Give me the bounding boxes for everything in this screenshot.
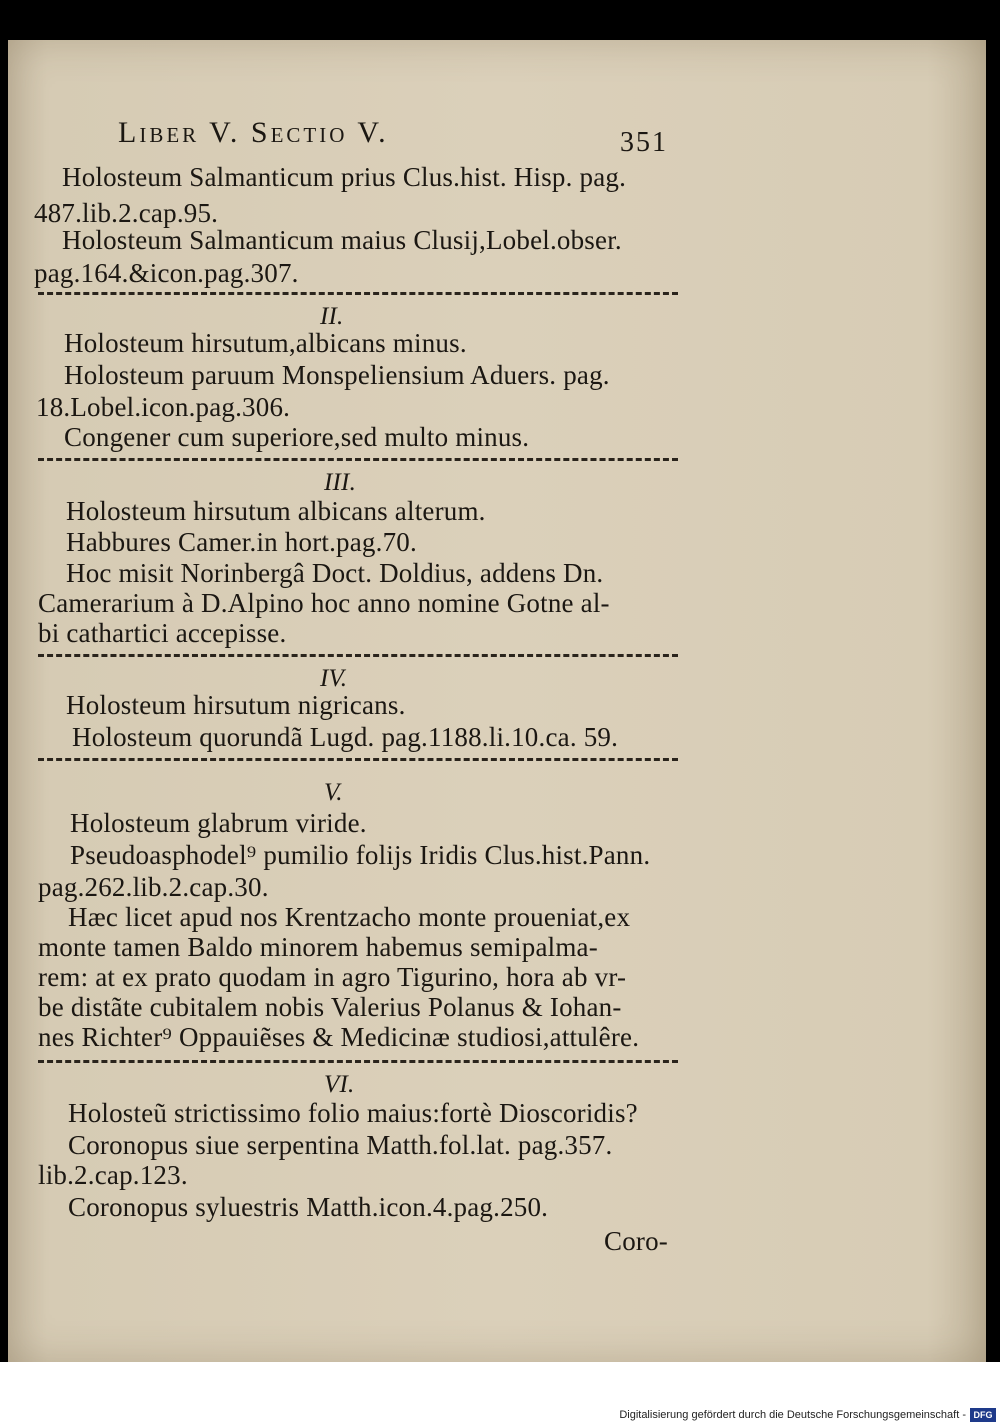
text-line: Holosteũ strictissimo folio maius:fortè Dioscoridis? bbox=[68, 1098, 638, 1128]
section-rule bbox=[38, 758, 678, 761]
text-line: 487.lib.2.cap.95. bbox=[34, 198, 219, 228]
text-line: Congener cum superiore,sed multo minus. bbox=[64, 422, 530, 452]
text-line: Holosteum Salmanticum maius Clusij,Lobel.obser. bbox=[62, 225, 622, 255]
footer-credit: Digitalisierung gefördert durch die Deutsche Forschungsgemeinschaft - bbox=[619, 1409, 966, 1421]
section-numeral: II. bbox=[320, 303, 344, 330]
text-line: Camerarium à D.Alpino hoc anno nomine Gotne al- bbox=[38, 588, 610, 618]
section-numeral: III. bbox=[324, 469, 357, 496]
text-line: pag.262.lib.2.cap.30. bbox=[38, 872, 269, 902]
text-line: Holosteum quorundã Lugd. pag.1188.li.10.ca. 59. bbox=[72, 722, 619, 752]
page-number: 351 bbox=[620, 127, 668, 158]
section-numeral: V. bbox=[324, 779, 343, 806]
text-line: rem: at ex prato quodam in agro Tigurino, hora ab vr- bbox=[38, 962, 627, 992]
text-line: Holosteum hirsutum,albicans minus. bbox=[64, 328, 467, 358]
text-line: be distãte cubitalem nobis Valerius Polanus & Iohan- bbox=[38, 992, 622, 1022]
section-rule bbox=[38, 458, 678, 461]
catchword: Coro- bbox=[604, 1226, 668, 1256]
text-line: pag.164.&icon.pag.307. bbox=[34, 258, 299, 288]
page-text bbox=[8, 40, 986, 1362]
section-numeral: VI. bbox=[324, 1071, 355, 1098]
book-page bbox=[8, 40, 986, 1362]
text-line: Holosteum paruum Monspeliensium Aduers. pag. bbox=[64, 360, 610, 390]
section-rule bbox=[38, 654, 678, 657]
text-line: Hoc misit Norinbergâ Doct. Doldius, addens Dn. bbox=[66, 558, 604, 588]
text-line: nes Richter⁹ Oppauiẽses & Medicinæ studiosi,attulêre. bbox=[38, 1022, 640, 1052]
text-line: 18.Lobel.icon.pag.306. bbox=[36, 392, 291, 422]
section-rule bbox=[38, 1060, 678, 1063]
text-line: Pseudoasphodel⁹ pumilio folijs Iridis Clus.hist.Pann. bbox=[70, 840, 651, 870]
text-line: Holosteum glabrum viride. bbox=[70, 808, 367, 838]
running-head: Liber V. Sectio V. bbox=[118, 116, 389, 149]
text-line: Holosteum hirsutum albicans alterum. bbox=[66, 496, 486, 526]
text-line: Holosteum hirsutum nigricans. bbox=[66, 690, 406, 720]
section-numeral: IV. bbox=[320, 665, 348, 692]
section-rule bbox=[38, 292, 678, 295]
dfg-logo-icon: DFG bbox=[970, 1408, 996, 1422]
text-line: bi cathartici accepisse. bbox=[38, 618, 287, 648]
text-line: Holosteum Salmanticum prius Clus.hist. Hisp. pag. bbox=[62, 162, 627, 192]
text-line: Coronopus syluestris Matth.icon.4.pag.250. bbox=[68, 1192, 549, 1222]
text-line: lib.2.cap.123. bbox=[38, 1160, 188, 1190]
text-line: Habbures Camer.in hort.pag.70. bbox=[66, 527, 417, 557]
text-line: Coronopus siue serpentina Matth.fol.lat. pag.357. bbox=[68, 1130, 613, 1160]
digitization-footer bbox=[0, 1362, 1000, 1423]
text-line: Hæc licet apud nos Krentzacho monte proueniat,ex bbox=[68, 902, 631, 932]
text-line: monte tamen Baldo minorem habemus semipalma- bbox=[38, 932, 598, 962]
